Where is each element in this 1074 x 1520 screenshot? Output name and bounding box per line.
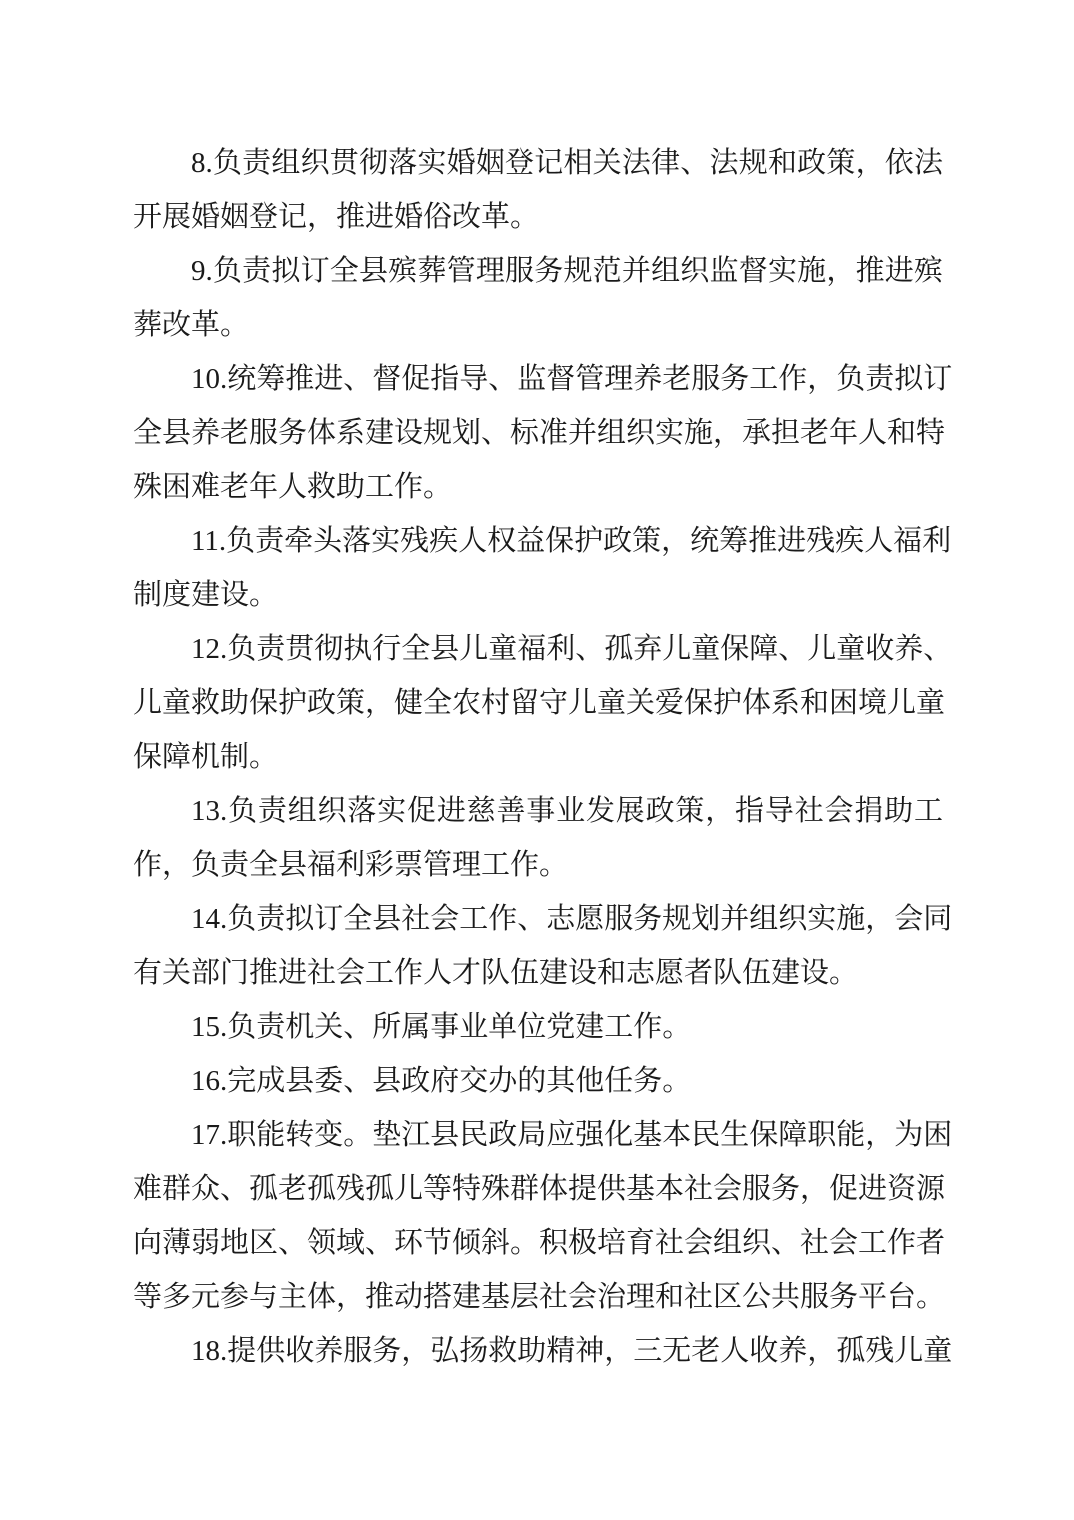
document-body xyxy=(133,136,953,1378)
paragraph-line: 葬改革。 xyxy=(133,309,250,341)
paragraph-first-line: 13.负责组织落实促进慈善事业发展政策，指导社会捐助工 xyxy=(191,795,943,827)
paragraph-line: 保障机制。 xyxy=(133,741,279,773)
paragraph-line: 制度建设。 xyxy=(133,579,279,611)
paragraph-line: 有关部门推进社会工作人才队伍建设和志愿者队伍建设。 xyxy=(133,957,859,989)
paragraph-line: 开展婚姻登记，推进婚俗改革。 xyxy=(133,201,540,233)
paragraph-first-line: 14.负责拟订全县社会工作、志愿服务规划并组织实施，会同 xyxy=(191,903,953,935)
paragraph-line: 等多元参与主体，推动搭建基层社会治理和社区公共服务平台。 xyxy=(133,1281,946,1313)
paragraph xyxy=(133,244,943,352)
paragraph xyxy=(133,514,952,622)
paragraph-first-line: 11.负责牵头落实残疾人权益保护政策，统筹推进残疾人福利 xyxy=(191,525,952,557)
paragraph-first-line: 9.负责拟订全县殡葬管理服务规范并组织监督实施，推进殡 xyxy=(191,255,943,287)
paragraph-line: 难群众、孤老孤残孤儿等特殊群体提供基本社会服务，促进资源 xyxy=(133,1173,946,1205)
paragraph xyxy=(133,1054,943,1108)
paragraph-first-line: 15.负责机关、所属事业单位党建工作。 xyxy=(191,1011,692,1043)
paragraph-first-line: 10.统筹推进、督促指导、监督管理养老服务工作，负责拟订 xyxy=(191,363,953,395)
paragraph-line: 全县养老服务体系建设规划、标准并组织实施，承担老年人和特 xyxy=(133,417,946,449)
paragraph-line: 作，负责全县福利彩票管理工作。 xyxy=(133,849,569,881)
paragraph-first-line: 12.负责贯彻执行全县儿童福利、孤弃儿童保障、儿童收养、 xyxy=(191,633,953,665)
paragraph xyxy=(133,784,943,892)
paragraph xyxy=(133,1000,943,1054)
paragraph-line: 儿童救助保护政策，健全农村留守儿童关爱保护体系和困境儿童 xyxy=(133,687,946,719)
paragraph-line: 殊困难老年人救助工作。 xyxy=(133,471,453,503)
paragraph xyxy=(133,1108,953,1324)
paragraph-first-line: 17.职能转变。垫江县民政局应强化基本民生保障职能，为困 xyxy=(191,1119,953,1151)
paragraph-first-line: 16.完成县委、县政府交办的其他任务。 xyxy=(191,1065,692,1097)
paragraph-first-line: 8.负责组织贯彻落实婚姻登记相关法律、法规和政策，依法 xyxy=(191,147,943,179)
paragraph xyxy=(133,352,953,514)
paragraph xyxy=(133,892,953,1000)
paragraph xyxy=(133,1324,953,1378)
paragraph xyxy=(133,136,943,244)
paragraph-line: 向薄弱地区、领域、环节倾斜。积极培育社会组织、社会工作者 xyxy=(133,1227,946,1259)
paragraph-first-line: 18.提供收养服务，弘扬救助精神，三无老人收养，孤残儿童 xyxy=(191,1335,953,1367)
paragraph xyxy=(133,622,953,784)
